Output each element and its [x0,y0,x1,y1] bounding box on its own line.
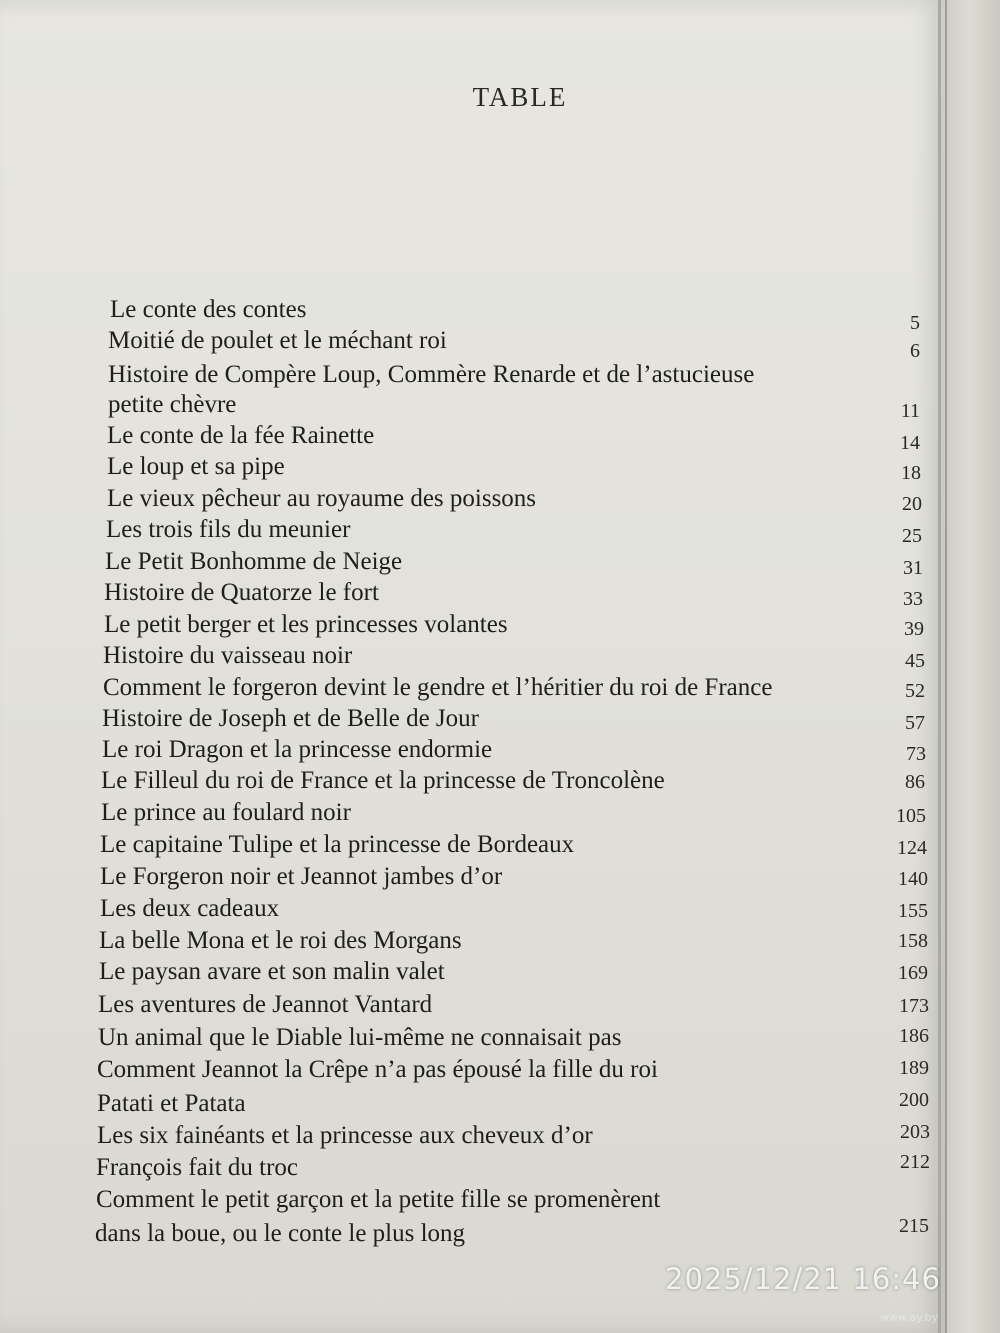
toc-entry-page-number: 200 [899,1089,929,1111]
toc-entry-page-number: 140 [898,868,928,890]
toc-entry-title: Le loup et sa pipe [107,453,285,480]
facing-page-edge [945,0,1000,1333]
photo-timestamp: 2025/12/21 16:46 [665,1262,941,1296]
toc-entry-title: Comment le forgeron devint le gendre et l’héritier du roi de France [103,674,773,701]
toc-entry-page-number: 158 [898,930,928,952]
toc-entry-title: Le petit berger et les princesses volantes [104,611,508,638]
toc-entry-page-number: 155 [898,900,928,922]
toc-entry-title: Moitié de poulet et le méchant roi [108,327,447,354]
toc-entry-title: Histoire de Quatorze le fort [104,579,379,606]
toc-entry-page-number: 20 [902,493,922,515]
toc-entry-title: Histoire du vaisseau noir [103,642,353,669]
toc-entry-page-number: 11 [900,400,920,422]
toc-entry-title: dans la boue, ou le conte le plus long [95,1220,466,1247]
toc-entry-page-number: 5 [910,312,920,334]
toc-entry-title: Le Petit Bonhomme de Neige [105,548,403,575]
toc-entry-title: Le capitaine Tulipe et la princesse de Bordeaux [100,831,575,858]
toc-entry-title: François fait du troc [96,1154,299,1181]
toc-entry-title: Le prince au foulard noir [101,799,351,826]
toc-entry-page-number: 73 [906,743,926,765]
page-title: TABLE [472,82,568,112]
toc-entry-title: Le conte de la fée Rainette [107,422,375,449]
toc-entry-page-number: 169 [898,962,928,984]
toc-entry-page-number: 45 [905,650,925,672]
toc-entry-title: Les six fainéants et la princesse aux cheveux d’or [97,1122,593,1149]
toc-entry-title: Patati et Patata [97,1090,246,1117]
toc-entry-title: Le roi Dragon et la princesse endormie [102,736,493,763]
toc-entry-page-number: 39 [904,618,924,640]
toc-entry-page-number: 124 [897,837,927,859]
toc-entry-title: Le paysan avare et son malin valet [99,958,445,985]
toc-entry-page-number: 57 [905,712,925,734]
toc-entry-page-number: 186 [899,1025,929,1047]
toc-entry-title: Le conte des contes [110,296,307,323]
toc-entry-page-number: 86 [905,771,925,793]
toc-entry-title: Le vieux pêcheur au royaume des poissons [107,485,537,512]
toc-entry-title: Un animal que le Diable lui-même ne connaisait pas [98,1024,622,1051]
toc-entry-page-number: 31 [903,557,923,579]
toc-entry-title: Histoire de Joseph et de Belle de Jour [102,705,479,732]
toc-entry-title: petite chèvre [108,391,237,418]
toc-entry-page-number: 105 [896,805,926,827]
toc-entry-title: Comment le petit garçon et la petite fille se promenèrent [96,1186,661,1213]
toc-entry-page-number: 189 [899,1057,929,1079]
watermark: www.ay.by [880,1311,939,1324]
toc-entry-page-number: 215 [899,1215,929,1237]
toc-entry-page-number: 52 [905,680,925,702]
toc-entry-page-number: 173 [899,995,929,1017]
toc-entry-page-number: 6 [910,340,920,362]
toc-entry-title: Le Forgeron noir et Jeannot jambes d’or [100,863,503,890]
toc-entry-title: Les deux cadeaux [100,895,280,922]
toc-entry-title: Les trois fils du meunier [106,516,351,543]
toc-entry-title: La belle Mona et le roi des Morgans [99,927,462,954]
toc-entry-page-number: 203 [900,1121,930,1143]
toc-entry-title: Les aventures de Jeannot Vantard [98,991,433,1018]
toc-entry-page-number: 33 [903,588,923,610]
toc-entry-page-number: 25 [902,525,922,547]
toc-entry-title: Histoire de Compère Loup, Commère Renarde et de l’astucieuse [108,361,755,388]
toc-entry-page-number: 212 [900,1151,930,1173]
toc-entry-title: Comment Jeannot la Crêpe n’a pas épousé la fille du roi [97,1056,658,1083]
toc-entry-page-number: 18 [901,462,921,484]
toc-entry-title: Le Filleul du roi de France et la princesse de Troncolène [101,767,665,794]
toc-entry-page-number: 14 [900,432,920,454]
